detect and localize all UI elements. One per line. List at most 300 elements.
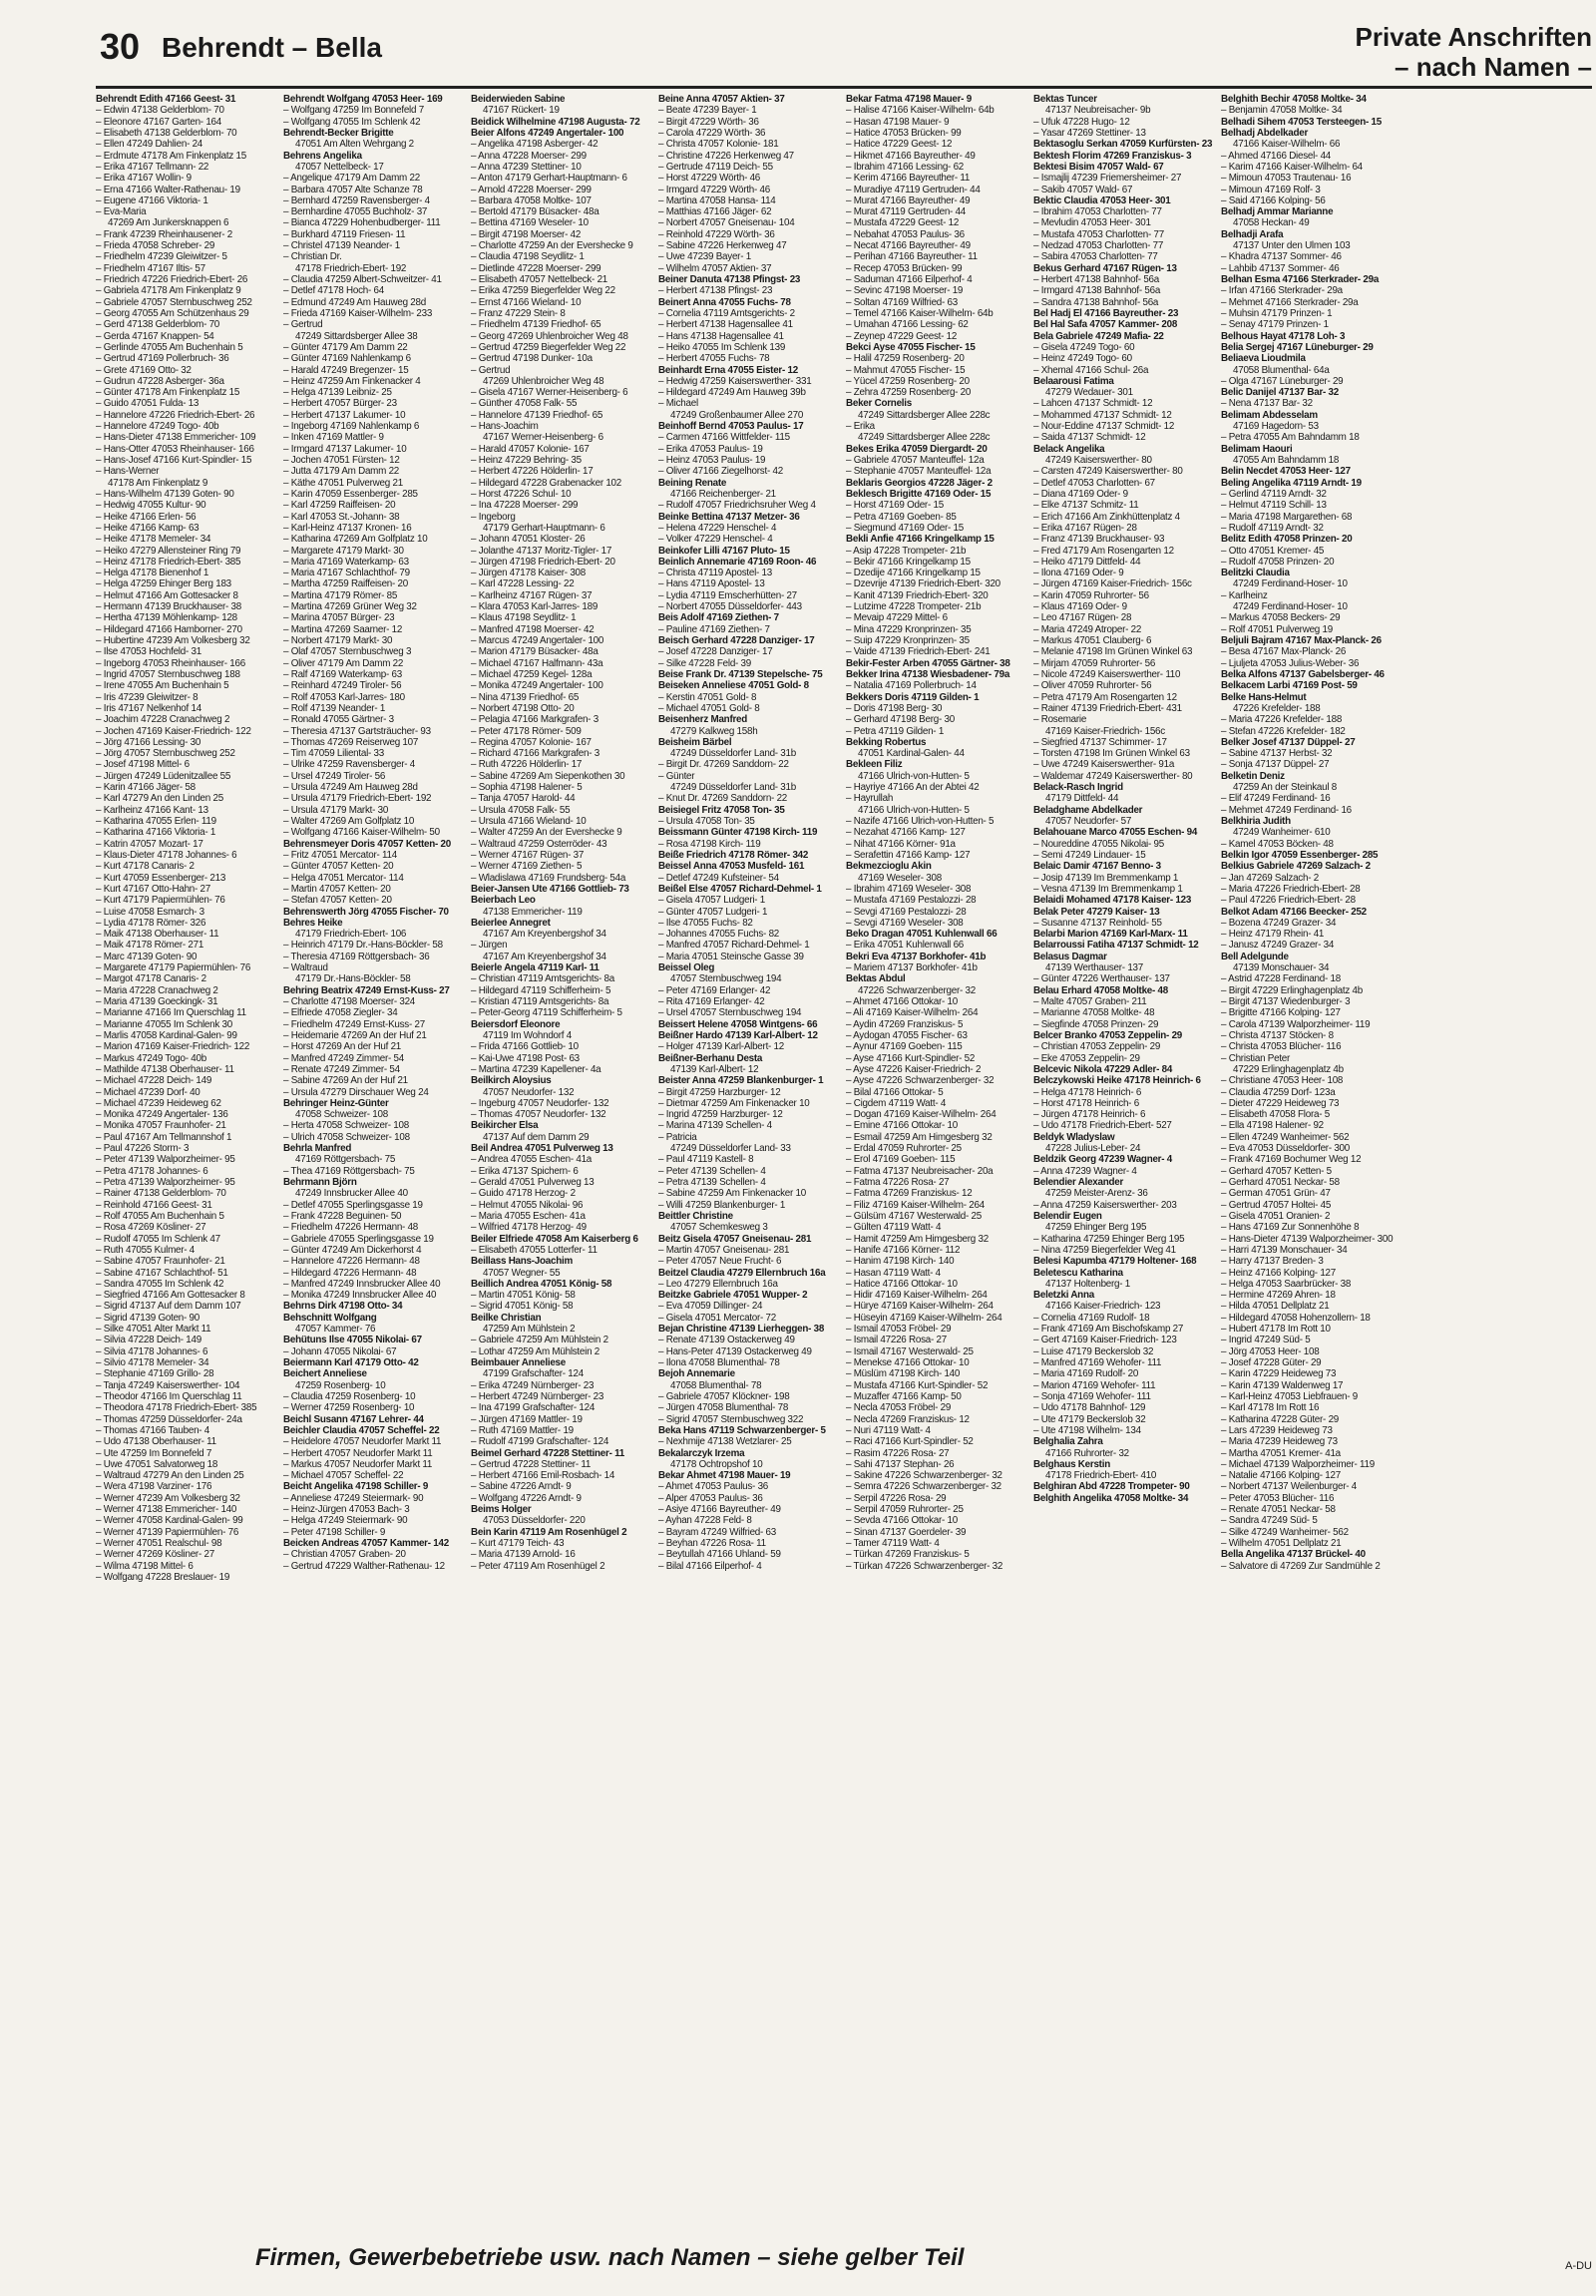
- listing-entry: – Bayram 47249 Wilfried- 63: [658, 1526, 776, 1538]
- listing-entry: – Tanja 47249 Kaiserswerther- 104: [96, 1379, 240, 1391]
- listing-entry: – Ina 47228 Moerser- 299: [471, 500, 579, 512]
- listing-entry: – Marina 47139 Schellen- 4: [658, 1120, 772, 1132]
- listing-entry: – Ilona 47169 Oder- 9: [1033, 568, 1124, 579]
- listing-entry: – Zehra 47259 Rosenberg- 20: [846, 387, 972, 399]
- surname-entry: Bekalarczyk Irzema: [658, 1447, 745, 1459]
- listing-entry: – Günter 47178 Am Finkenplatz 15: [96, 387, 240, 399]
- listing-entry: – Irmgard 47137 Lakumer- 10: [283, 443, 407, 455]
- listing-entry: – Hans-Peter 47139 Ostackerweg 49: [658, 1345, 812, 1357]
- listing-entry: – Michael 47239 Dorf- 40: [96, 1086, 200, 1098]
- listing-entry: 47249 Innsbrucker Allee 40: [295, 1188, 408, 1200]
- listing-entry: – Petra 47178 Johannes- 6: [96, 1165, 208, 1177]
- listing-entry: – Anna 47228 Moerser- 299: [471, 150, 587, 162]
- listing-entry: – Rolf 47053 Karl-Jarres- 180: [283, 691, 405, 703]
- listing-entry: – Erna 47166 Walter-Rathenau- 19: [96, 184, 240, 195]
- listing-entry: – Mustafa 47229 Geest- 12: [846, 217, 960, 229]
- listing-entry: – Kurt 47179 Papiermühlen- 76: [96, 895, 225, 907]
- listing-entry: – Ismail 47053 Fröbel- 29: [846, 1324, 952, 1336]
- listing-entry: – Khadra 47137 Sommer- 46: [1221, 251, 1342, 263]
- listing-entry: – Irene 47055 Am Buchenhain 5: [96, 680, 229, 692]
- listing-entry: – Fatma 47137 Neubreisacher- 20a: [846, 1165, 994, 1177]
- listing-entry: – Jürgen 47249 Lüdenitzallee 55: [96, 770, 231, 782]
- listing-entry: – Georg 47269 Uhlenbroicher Weg 48: [471, 330, 628, 342]
- listing-entry: 47169 Weseler- 308: [858, 872, 942, 884]
- listing-entry: – Peter 47119 Am Rosenhügel 2: [471, 1560, 605, 1572]
- listing-entry: – Hildegard 47226 Hermann- 48: [283, 1267, 417, 1279]
- surname-entry: Beillich Andrea 47051 König- 58: [471, 1278, 612, 1290]
- surname-entry: Belhadj Abdelkader: [1221, 127, 1309, 139]
- surname-entry: Beisiegel Fritz 47058 Ton- 35: [658, 804, 785, 816]
- listing-entry: – Kurt 47167 Otto-Hahn- 27: [96, 883, 210, 895]
- listing-entry: – Angelika 47198 Asberger- 42: [471, 139, 598, 151]
- listing-entry: – Beytullah 47166 Uhland- 59: [658, 1549, 781, 1561]
- listing-entry: – Gerhard 47198 Berg- 30: [846, 714, 955, 726]
- listing-entry: – Ursula 47179 Markt- 30: [283, 804, 389, 816]
- listing-entry: 47249 Düsseldorfer Land- 31b: [670, 782, 796, 794]
- listing-entry: – Reinhard 47249 Tiroler- 56: [283, 680, 402, 692]
- surname-entry: Behrenswerth Jörg 47055 Fischer- 70: [283, 906, 449, 918]
- listing-entry: – Herbert 47166 Emil-Rosbach- 14: [471, 1470, 615, 1482]
- listing-entry: – Ingeburg 47057 Neudorfer- 132: [471, 1097, 609, 1109]
- listing-entry: – Hildegard 47249 Am Hauweg 39b: [658, 387, 806, 399]
- listing-entry: – Ahmet 47053 Paulus- 36: [658, 1481, 769, 1493]
- listing-entry: – Friedrich 47226 Friedrich-Ebert- 26: [96, 274, 248, 285]
- listing-entry: – Lydia 47119 Emscherhütten- 27: [658, 589, 797, 601]
- listing-entry: – Jürgen 47169 Kaiser-Friedrich- 156c: [1033, 578, 1192, 590]
- listing-entry: – Bernhard 47259 Ravensberger- 4: [283, 194, 430, 206]
- listing-entry: – Erich 47166 Am Zinkhüttenplatz 4: [1033, 511, 1180, 523]
- listing-entry: – Helga 47053 Saarbrücker- 38: [1221, 1278, 1352, 1290]
- listing-entry: 47249 Ferdinand-Hoser- 10: [1233, 578, 1348, 590]
- listing-entry: – Barbara 47057 Alte Schanze 78: [283, 184, 423, 195]
- listing-entry: – Peter 47169 Erlanger- 42: [658, 984, 771, 996]
- surname-entry: Beko Dragan 47051 Kuhlenwall 66: [846, 929, 998, 941]
- listing-entry: – Silvio 47178 Memeler- 34: [96, 1357, 209, 1368]
- listing-entry: – Leo 47167 Rügen- 28: [1033, 612, 1132, 624]
- listing-entry: – Anna 47239 Stettiner- 10: [471, 161, 582, 173]
- listing-entry: – Martina 47239 Kapellener- 4a: [471, 1063, 601, 1075]
- listing-entry: – Friedhelm 47239 Gleiwitzer- 5: [96, 251, 227, 263]
- listing-entry: – Marianne 47166 Im Querschlag 11: [96, 1007, 246, 1019]
- listing-entry: – Karin 47166 Jäger- 58: [96, 782, 196, 794]
- listing-entry: 47166 Ruhrorter- 32: [1045, 1447, 1129, 1459]
- listing-entry: – Jochen 47169 Kaiser-Friedrich- 122: [96, 725, 251, 737]
- listing-entry: – Mohammed 47137 Schmidt- 12: [1033, 409, 1172, 421]
- listing-entry: – Erdal 47059 Ruhrorter- 25: [846, 1143, 962, 1155]
- surname-entry: Belghiran Abd 47228 Trompeter- 90: [1033, 1481, 1190, 1493]
- surname-entry: Beierlee Annegret: [471, 917, 551, 929]
- listing-entry: – Renate 47249 Zimmer- 54: [283, 1063, 400, 1075]
- listing-entry: – Elisabeth 47057 Nettelbeck- 21: [471, 274, 608, 285]
- listing-entry: – Filiz 47169 Kaiser-Wilhelm- 264: [846, 1199, 985, 1211]
- surname-entry: Beil Andrea 47051 Pulverweg 13: [471, 1143, 613, 1155]
- listing-entry: – Gertrud: [471, 364, 511, 376]
- listing-entry: – Eke 47053 Zeppelin- 29: [1033, 1052, 1140, 1064]
- listing-entry: – Oliver 47059 Ruhrorter- 56: [1033, 680, 1152, 692]
- listing-entry: 47249 Sittardsberger Allee 228c: [858, 432, 991, 444]
- listing-entry: – Nazife 47166 Ulrich-von-Hutten- 5: [846, 816, 995, 827]
- surname-entry: Beichert Anneliese: [283, 1368, 367, 1380]
- listing-entry: – Lars 47239 Heideweg 73: [1221, 1424, 1333, 1436]
- listing-entry: – Uwe 47249 Kaiserswerther- 91a: [1033, 759, 1175, 771]
- listing-entry: – Frida 47166 Gottlieb- 10: [471, 1041, 579, 1053]
- listing-entry: – Aydin 47269 Franziskus- 5: [846, 1018, 964, 1030]
- listing-entry: – Jürgen 47178 Kaiser- 308: [471, 568, 586, 579]
- listing-entry: – Heike 47178 Memeler- 34: [96, 534, 211, 546]
- listing-entry: – Hatice 47166 Ottokar- 10: [846, 1278, 958, 1290]
- section-title-line-2: – nach Namen –: [1395, 52, 1592, 82]
- listing-entry: – Serpil 47226 Rosa- 29: [846, 1492, 947, 1504]
- listing-column: [471, 94, 654, 2234]
- surname-entry: Beimel Gerhard 47228 Stettiner- 11: [471, 1447, 624, 1459]
- listing-entry: – Kanit 47139 Friedrich-Ebert- 320: [846, 589, 989, 601]
- listing-entry: – Maria 47249 Atroper- 22: [1033, 623, 1142, 635]
- listing-entry: – Wilhelm 47057 Aktien- 37: [658, 262, 772, 274]
- surname-entry: Bekli Anfie 47166 Kringelkamp 15: [846, 534, 995, 546]
- listing-entry: 47179 Gerhart-Hauptmann- 6: [483, 522, 605, 534]
- listing-entry: – Sandra 47055 Im Schlenk 42: [96, 1278, 224, 1290]
- listing-entry: – Inken 47169 Mattler- 9: [283, 432, 384, 444]
- listing-entry: – Besa 47167 Max-Planck- 26: [1221, 646, 1347, 658]
- listing-entry: – Gertrude 47119 Deich- 55: [658, 161, 773, 173]
- section-title: [1356, 22, 1592, 82]
- listing-entry: – Claudia 47198 Seydlitz- 1: [471, 251, 585, 263]
- surname-entry: Belaic Damir 47167 Benno- 3: [1033, 861, 1161, 873]
- listing-entry: – Harald 47249 Bregenzer- 15: [283, 364, 409, 376]
- listing-entry: – Otto 47051 Kremer- 45: [1221, 545, 1325, 557]
- surname-entry: Belhadji Arafa: [1221, 228, 1284, 240]
- listing-entry: – Heinz 47053 Paulus- 19: [658, 455, 766, 466]
- listing-entry: – Hannelore 47226 Friedrich-Ebert- 26: [96, 409, 255, 421]
- listing-entry: – Claudia 47259 Albert-Schweitzer- 41: [283, 274, 442, 285]
- listing-entry: – Michael 47239 Heideweg 62: [96, 1097, 221, 1109]
- listing-entry: – Yasar 47269 Stettiner- 13: [1033, 127, 1146, 139]
- surname-entry: Belitzki Claudia: [1221, 568, 1290, 579]
- listing-entry: – Sabine 47226 Herkenweg 47: [658, 240, 787, 252]
- surname-entry: Beker Cornelis: [846, 398, 912, 410]
- listing-entry: 47249 Ferdinand-Hoser- 10: [1233, 601, 1348, 613]
- listing-entry: – Katharina 47166 Viktoria- 1: [96, 827, 216, 839]
- listing-entry: – Anton 47179 Gerhart-Hauptmann- 6: [471, 173, 627, 185]
- listing-entry: – Mathilde 47138 Oberhauser- 11: [96, 1063, 234, 1075]
- listing-entry: – Thomas 47269 Reiserweg 107: [283, 736, 419, 748]
- listing-entry: – Rasim 47226 Rosa- 27: [846, 1447, 950, 1459]
- listing-entry: – Peter 47178 Römer- 509: [471, 725, 582, 737]
- listing-entry: – Rolf 47139 Neander- 1: [283, 702, 386, 714]
- listing-entry: – Waltraud 47259 Osterröder- 43: [471, 838, 607, 850]
- listing-entry: – Dietmar 47259 Am Finkenacker 10: [658, 1097, 810, 1109]
- listing-entry: – Erika: [846, 421, 875, 433]
- listing-entry: – Lutzime 47228 Trompeter- 21b: [846, 601, 982, 613]
- listing-entry: 47137 Auf dem Damm 29: [483, 1131, 590, 1143]
- surname-entry: Bekker Irina 47138 Wiesbadener- 79a: [846, 668, 1010, 680]
- listing-entry: – Mariem 47137 Borkhofer- 41b: [846, 962, 978, 974]
- listing-entry: – Monika 47249 Angertaler- 136: [96, 1109, 228, 1121]
- listing-entry: – Günter 47057 Ludgeri- 1: [658, 906, 768, 918]
- listing-entry: – Beate 47239 Bayer- 1: [658, 105, 757, 117]
- surname-entry: Belker Josef 47137 Düppel- 27: [1221, 736, 1356, 748]
- listing-entry: 47259 Meister-Arenz- 36: [1045, 1188, 1148, 1200]
- listing-entry: – Josef 47228 Güter- 29: [1221, 1357, 1322, 1368]
- listing-entry: 47137 Holtenberg- 1: [1045, 1278, 1131, 1290]
- listing-entry: – Sabine 47269 Am Siepenkothen 30: [471, 770, 625, 782]
- listing-entry: – Ingrid 47259 Harzburger- 12: [658, 1109, 783, 1121]
- listing-entry: – Brigitte 47166 Kolping- 127: [1221, 1007, 1341, 1019]
- listing-entry: – Charlotte 47198 Moerser- 324: [283, 996, 416, 1007]
- listing-entry: – Horst 47178 Heinrich- 6: [1033, 1097, 1139, 1109]
- listing-entry: – Heike 47166 Kamp- 63: [96, 522, 200, 534]
- listing-entry: – Anna 47259 Kaiserswerther- 203: [1033, 1199, 1177, 1211]
- listing-entry: – Kai-Uwe 47198 Post- 63: [471, 1052, 580, 1064]
- listing-entry: – Petra 47179 Am Rosengarten 12: [1033, 691, 1177, 703]
- listing-entry: – Petra 47169 Goeben- 85: [846, 511, 957, 523]
- listing-entry: – Nena 47137 Bar- 32: [1221, 398, 1313, 410]
- listing-entry: – Hildegard 47166 Hamborner- 270: [96, 623, 242, 635]
- surname-entry: Beinert Anna 47055 Fuchs- 78: [658, 296, 791, 308]
- listing-entry: – Gisela 47051 Mercator- 72: [658, 1312, 777, 1324]
- listing-entry: – Martina 47179 Römer- 85: [283, 589, 398, 601]
- listing-entry: 47228 Julius-Leber- 24: [1045, 1143, 1141, 1155]
- page-header: [96, 22, 1592, 92]
- listing-entry: – Hedwig 47259 Kaiserswerther- 331: [658, 375, 812, 387]
- listing-entry: – Edwin 47138 Gelderblom- 70: [96, 105, 224, 117]
- listing-entry: – Siegmund 47169 Oder- 15: [846, 522, 964, 534]
- listing-entry: – Karim 47166 Kaiser-Wilhelm- 64: [1221, 161, 1363, 173]
- surname-entry: Belhadi Sihem 47053 Tersteegen- 15: [1221, 116, 1382, 128]
- listing-entry: – Peter 47057 Neue Frucht- 6: [658, 1256, 782, 1268]
- surname-entry: Bekking Robertus: [846, 736, 927, 748]
- listing-entry: – Torsten 47198 Im Grünen Winkel 63: [1033, 748, 1190, 760]
- listing-entry: – Vesna 47139 Im Bremmenkamp 1: [1033, 883, 1183, 895]
- listing-entry: – Klaus 47169 Oder- 9: [1033, 601, 1127, 613]
- surname-entry: Bekus Gerhard 47167 Rügen- 13: [1033, 262, 1177, 274]
- surname-entry: Belack-Rasch Ingrid: [1033, 782, 1123, 794]
- listing-entry: – Rainer 47138 Gelderblom- 70: [96, 1188, 226, 1200]
- listing-entry: – Karl-Heinz 47137 Kronen- 16: [283, 522, 412, 534]
- listing-entry: – Detlef 47053 Charlotten- 67: [1033, 477, 1155, 489]
- listing-entry: – Maria 47055 Eschen- 41a: [471, 1210, 586, 1222]
- listing-entry: – Stefan 47226 Krefelder- 182: [1221, 725, 1346, 737]
- listing-entry: – Friedhelm 47139 Friedhof- 65: [471, 319, 601, 331]
- listing-entry: – Ingrid 47249 Süd- 5: [1221, 1335, 1311, 1346]
- listing-entry: – Horst 47269 An der Huf 21: [283, 1041, 402, 1053]
- listing-entry: – Markus 47051 Clauberg- 6: [1033, 635, 1152, 646]
- listing-entry: – Sevinc 47198 Moerser- 19: [846, 285, 964, 297]
- listing-entry: – Detlef 47178 Hoch- 64: [283, 285, 384, 297]
- listing-entry: – Christian Peter: [1221, 1052, 1291, 1064]
- listing-entry: 47166 Kaiser-Wilhelm- 66: [1233, 139, 1341, 151]
- listing-entry: – Renate 47139 Ostackerweg 49: [658, 1335, 795, 1346]
- listing-entry: – Burkhard 47119 Friesen- 11: [283, 228, 406, 240]
- listing-entry: – Christa 47119 Apostel- 13: [658, 568, 773, 579]
- listing-entry: – Karlheinz: [1221, 589, 1268, 601]
- listing-entry: 47167 Werner-Heisenberg- 6: [483, 432, 603, 444]
- listing-entry: – Asip 47228 Trompeter- 21b: [846, 545, 967, 557]
- listing-entry: – Katharina 47269 Am Golfplatz 10: [283, 534, 428, 546]
- listing-entry: – Werner 47239 Am Volkesberg 32: [96, 1492, 240, 1504]
- listing-entry: – Gerald 47051 Pulverweg 13: [471, 1177, 595, 1188]
- surname-entry: Beitzel Claudia 47279 Ellernbruch 16a: [658, 1267, 826, 1279]
- listing-entry: – Reinhold 47166 Geest- 31: [96, 1199, 212, 1211]
- listing-entry: – Murat 47119 Gertruden- 44: [846, 206, 967, 218]
- listing-entry: – Walter 47259 An der Evershecke 9: [471, 827, 622, 839]
- surname-entry: Belaidi Mohamed 47178 Kaiser- 123: [1033, 895, 1192, 907]
- listing-entry: – Theresia 47137 Gartsträucher- 93: [283, 725, 431, 737]
- listing-entry: – Martina 47269 Grüner Weg 32: [283, 601, 417, 613]
- listing-entry: – Norbert 47179 Markt- 30: [283, 635, 393, 646]
- listing-column: [658, 94, 842, 2234]
- surname-entry: Behrendt Edith 47166 Geest- 31: [96, 94, 236, 105]
- listing-entry: – Ursula 47166 Wieland- 10: [471, 816, 587, 827]
- listing-entry: – Gertrud 47169 Pollerbruch- 36: [96, 353, 229, 365]
- listing-entry: – Erika 47167 Wollin- 9: [96, 173, 192, 185]
- listing-entry: – Zeynep 47229 Geest- 12: [846, 330, 958, 342]
- listing-entry: – Birgit 47198 Moerser- 42: [471, 228, 582, 240]
- listing-entry: – Heinrich 47179 Dr.-Hans-Böckler- 58: [283, 940, 443, 952]
- listing-entry: – Karlheinz 47166 Kant- 13: [96, 804, 208, 816]
- surname-entry: Belkius Gabriele 47269 Salzach- 2: [1221, 861, 1371, 873]
- surname-entry: Beklesch Brigitte 47169 Oder- 15: [846, 488, 992, 500]
- listing-entry: – Siegfried 47137 Schimmer- 17: [1033, 736, 1167, 748]
- listing-entry: – Ursel 47249 Tiroler- 56: [283, 770, 386, 782]
- surname-entry: Beise Frank Dr. 47139 Stepelsche- 75: [658, 668, 823, 680]
- listing-entry: – Herbert 47137 Lakumer- 10: [283, 409, 406, 421]
- listing-entry: – Birgit 47229 Erlinghagenplatz 4b: [1221, 984, 1363, 996]
- surname-entry: Bektas Tuncer: [1033, 94, 1097, 105]
- listing-entry: – Helga 47178 Heinrich- 6: [1033, 1086, 1142, 1098]
- listing-entry: – Katharina 47228 Güter- 29: [1221, 1413, 1340, 1425]
- listing-entry: – Ute 47259 Im Bonnefeld 7: [96, 1447, 212, 1459]
- listing-entry: – Theresia 47169 Röttgersbach- 36: [283, 951, 430, 962]
- listing-entry: – Ute 47198 Wilhelm- 134: [1033, 1424, 1141, 1436]
- listing-entry: – Leo 47279 Ellernbruch 16a: [658, 1278, 778, 1290]
- surname-entry: Belarroussi Fatiha 47137 Schmidt- 12: [1033, 940, 1199, 952]
- listing-entry: – Nexhmije 47138 Wetzlarer- 25: [658, 1436, 792, 1448]
- listing-entry: – Nina 47259 Biegerfelder Weg 41: [1033, 1244, 1176, 1256]
- listing-entry: – Ibrahim 47053 Charlotten- 77: [1033, 206, 1162, 218]
- listing-entry: – Rudolf 47055 Im Schlenk 47: [96, 1233, 220, 1245]
- listing-entry: – Cornelia 47119 Amtsgerichts- 2: [658, 307, 795, 319]
- listing-entry: – Ilse 47053 Hochfeld- 31: [96, 646, 201, 658]
- surname-entry: Beletzki Anna: [1033, 1290, 1094, 1302]
- footer-code: A-DU: [1565, 2260, 1592, 2272]
- listing-entry: – Werner 47269 Kösliner- 27: [96, 1549, 214, 1561]
- surname-entry: Beining Renate: [658, 477, 727, 489]
- listing-column: [1033, 94, 1217, 2234]
- listing-entry: – Necla 47269 Franziskus- 12: [846, 1413, 970, 1425]
- listing-entry: – Senay 47179 Prinzen- 1: [1221, 319, 1329, 331]
- listing-entry: 47057 Sternbuschweg 194: [670, 973, 782, 985]
- listing-entry: – Maria 47239 Heideweg 73: [1221, 1436, 1338, 1448]
- listing-entry: – Rosa 47198 Kirch- 119: [658, 838, 761, 850]
- listing-entry: 47249 Wanheimer- 610: [1233, 827, 1331, 839]
- page-number: 30: [100, 26, 141, 67]
- listing-entry: – Aynur 47169 Goeben- 115: [846, 1041, 963, 1053]
- listing-entry: – Georg 47055 Am Schützenhaus 29: [96, 307, 249, 319]
- listing-entry: – Günter: [658, 770, 695, 782]
- listing-entry: – Franz 47139 Bruckhauser- 93: [1033, 534, 1165, 546]
- listing-entry: – Hans-Dieter 47138 Emmericher- 109: [96, 432, 256, 444]
- listing-entry: – Gerda 47167 Knappen- 54: [96, 330, 214, 342]
- listing-entry: – Karin 47059 Ruhrorter- 56: [1033, 589, 1149, 601]
- surname-entry: Beine Anna 47057 Aktien- 37: [658, 94, 785, 105]
- listing-entry: – Said 47166 Kolping- 56: [1221, 194, 1326, 206]
- surname-entry: Belak Peter 47279 Kaiser- 13: [1033, 906, 1160, 918]
- listing-entry: – Sonja 47137 Düppel- 27: [1221, 759, 1330, 771]
- surname-entry: Beichler Claudia 47057 Scheffel- 22: [283, 1424, 440, 1436]
- surname-entry: Belahouane Marco 47055 Eschen- 94: [1033, 827, 1198, 839]
- listing-entry: – Mevludin 47053 Heer- 301: [1033, 217, 1151, 229]
- listing-entry: – Janusz 47249 Grazer- 34: [1221, 940, 1335, 952]
- listing-entry: – Eleonore 47167 Garten- 164: [96, 116, 221, 128]
- listing-entry: – Stephanie 47057 Manteuffel- 12a: [846, 466, 992, 478]
- listing-entry: – Charlotte 47259 An der Eversheckе 9: [471, 240, 633, 252]
- surname-entry: Bejoh Annemarie: [658, 1368, 735, 1380]
- listing-entry: – Hürye 47169 Kaiser-Wilhelm- 264: [846, 1301, 994, 1313]
- listing-entry: – Silke 47249 Wanheimer- 562: [1221, 1526, 1349, 1538]
- listing-entry: – Ina 47199 Grafschafter- 124: [471, 1402, 596, 1414]
- listing-entry: – Bilal 47166 Ottokar- 5: [846, 1086, 944, 1098]
- surname-entry: Belghaus Kerstin: [1033, 1458, 1110, 1470]
- listing-entry: 47057 Wegner- 55: [483, 1267, 561, 1279]
- listing-entry: – Ismail 47226 Rosa- 27: [846, 1335, 947, 1346]
- listing-entry: – Josef 47228 Danziger- 17: [658, 646, 773, 658]
- listing-entry: – Heinz 47178 Friedrich-Ebert- 385: [96, 556, 241, 568]
- listing-entry: – Hamit 47259 Am Himgesberg 32: [846, 1233, 989, 1245]
- listing-entry: 47169 Röttgersbach- 75: [295, 1154, 396, 1166]
- listing-entry: – Manfred 47198 Moerser- 42: [471, 623, 595, 635]
- listing-entry: – Nezahat 47166 Kamp- 127: [846, 827, 966, 839]
- listing-entry: – Fatma 47226 Rosa- 27: [846, 1177, 950, 1188]
- listing-entry: – Herbert 47249 Nürnberger- 23: [471, 1390, 604, 1402]
- listing-entry: – Petra 47139 Schellen- 4: [658, 1177, 766, 1188]
- listing-column: [1221, 94, 1404, 2234]
- listing-entry: – Christa 47057 Kolonie- 181: [658, 139, 779, 151]
- listing-entry: – Katharina 47055 Erlen- 119: [96, 816, 216, 827]
- listing-entry: 47053 Düsseldorfer- 220: [483, 1515, 586, 1527]
- listing-entry: – Werner 47259 Rosenberg- 10: [283, 1402, 415, 1414]
- listing-entry: – Ismail 47167 Westerwald- 25: [846, 1345, 974, 1357]
- listing-entry: – Paul 47226 Friedrich-Ebert- 28: [1221, 895, 1356, 907]
- listing-entry: – Gertrud 47228 Stettiner- 11: [471, 1458, 592, 1470]
- listing-entry: – Sophia 47198 Halener- 5: [471, 782, 583, 794]
- surname-entry: Belczykowski Heike 47178 Heinrich- 6: [1033, 1075, 1201, 1087]
- listing-entry: 47178 Friedrich-Ebert- 192: [295, 262, 407, 274]
- listing-entry: – Christine 47226 Herkenweg 47: [658, 150, 794, 162]
- page-footer: [96, 2240, 1592, 2280]
- listing-entry: 47051 Am Alten Wehrgang 2: [295, 139, 414, 151]
- surname-entry: Beilkirch Aloysius: [471, 1075, 552, 1087]
- listing-entry: – Karl 47053 St.-Johann- 38: [283, 511, 400, 523]
- listing-entry: – Paul 47226 Storm- 3: [96, 1143, 190, 1155]
- listing-entry: – Gertrud 47229 Walther-Rathenau- 12: [283, 1560, 445, 1572]
- listing-entry: 47259 Am Mühlstein 2: [483, 1324, 576, 1336]
- listing-entry: – Ilona 47058 Blumenthal- 78: [658, 1357, 780, 1368]
- listing-entry: – Mehmet 47166 Sterkrader- 29a: [1221, 296, 1359, 308]
- listing-entry: – Sigrid 47051 König- 58: [471, 1301, 574, 1313]
- surname-entry: Belhan Esma 47166 Sterkrader- 29a: [1221, 274, 1380, 285]
- listing-entry: 47199 Grafschafter- 124: [483, 1368, 584, 1380]
- listing-entry: – Michael 47228 Deich- 149: [96, 1075, 212, 1087]
- listing-entry: 47249 Düsseldorfer Land- 33: [670, 1143, 791, 1155]
- listing-entry: 47178 Ochtropshof 10: [670, 1458, 763, 1470]
- listing-entry: 47139 Karl-Albert- 12: [670, 1063, 759, 1075]
- surname-entry: Beilke Christian: [471, 1312, 542, 1324]
- listing-entry: – Emine 47166 Ottokar- 10: [846, 1120, 958, 1132]
- listing-entry: – Kurt 47059 Essenberger- 213: [96, 872, 226, 884]
- listing-entry: – Theodor 47166 Im Querschlag 11: [96, 1390, 242, 1402]
- surname-entry: Belhadj Ammar Marianne: [1221, 206, 1334, 218]
